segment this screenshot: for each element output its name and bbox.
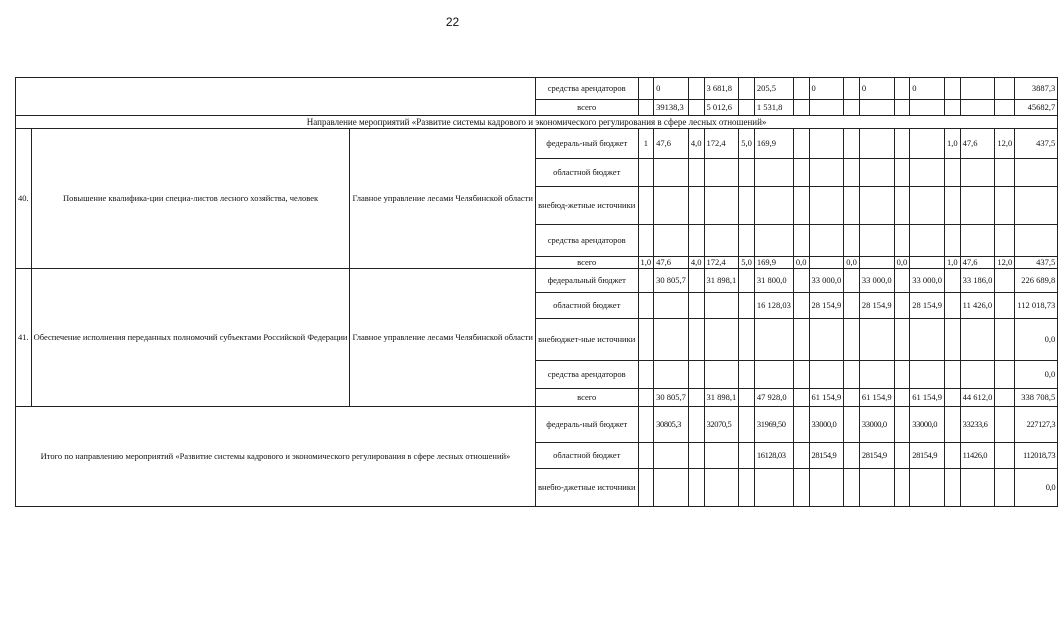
value-cell	[945, 269, 961, 293]
value-cell	[844, 187, 860, 225]
value-cell	[894, 100, 910, 116]
value-cell	[960, 225, 995, 257]
value-cell	[739, 407, 755, 443]
value-cell: 11 426,0	[960, 293, 995, 319]
item-name: Обеспечение исполнения переданных полномочий субъектами Российской Федерации	[31, 269, 350, 407]
value-cell: 0	[809, 78, 844, 100]
value-cell	[960, 361, 995, 389]
value-cell	[739, 361, 755, 389]
value-cell	[654, 443, 689, 469]
table-row	[16, 269, 1058, 293]
value-cell: 39138,3	[654, 100, 689, 116]
value-cell	[688, 361, 704, 389]
item-number: 41.	[16, 269, 32, 407]
value-cell	[910, 361, 945, 389]
value-cell: 5,0	[739, 257, 755, 269]
value-cell: 30805,3	[654, 407, 689, 443]
value-cell	[704, 443, 739, 469]
value-cell	[995, 78, 1015, 100]
value-cell	[995, 187, 1015, 225]
value-cell	[945, 187, 961, 225]
value-cell: 0,0	[1015, 361, 1058, 389]
value-cell	[894, 361, 910, 389]
value-cell: 338 708,5	[1015, 389, 1058, 407]
value-cell	[1015, 187, 1058, 225]
value-cell	[704, 225, 739, 257]
value-cell: 30 805,7	[654, 389, 689, 407]
value-cell: 33 186,0	[960, 269, 995, 293]
table-row	[16, 407, 1058, 443]
value-cell	[1015, 159, 1058, 187]
value-cell	[704, 159, 739, 187]
table-row	[16, 116, 1058, 129]
value-cell	[894, 269, 910, 293]
value-cell	[859, 159, 894, 187]
value-cell	[945, 319, 961, 361]
value-cell: 28154,9	[809, 443, 844, 469]
value-cell	[739, 187, 755, 225]
value-cell	[688, 269, 704, 293]
value-cell	[638, 361, 654, 389]
value-cell	[638, 293, 654, 319]
value-cell: 437,5	[1015, 129, 1058, 159]
value-cell	[654, 159, 689, 187]
value-cell	[859, 319, 894, 361]
value-cell	[793, 319, 809, 361]
value-cell	[995, 319, 1015, 361]
value-cell: 47,6	[654, 129, 689, 159]
value-cell: 28154,9	[859, 443, 894, 469]
value-cell	[844, 159, 860, 187]
value-cell	[995, 389, 1015, 407]
value-cell	[688, 187, 704, 225]
value-cell	[793, 389, 809, 407]
value-cell	[859, 225, 894, 257]
value-cell: 4,0	[688, 129, 704, 159]
value-cell	[739, 159, 755, 187]
value-cell	[754, 319, 793, 361]
value-cell	[793, 469, 809, 507]
value-cell	[910, 100, 945, 116]
value-cell	[688, 407, 704, 443]
value-cell	[844, 100, 860, 116]
value-cell: 47,6	[960, 257, 995, 269]
value-cell	[688, 225, 704, 257]
value-cell	[960, 187, 995, 225]
value-cell	[809, 225, 844, 257]
funding-source: областной бюджет	[535, 293, 638, 319]
value-cell	[844, 319, 860, 361]
value-cell	[754, 187, 793, 225]
value-cell	[960, 319, 995, 361]
value-cell: 0,0	[1015, 469, 1058, 507]
value-cell	[704, 469, 739, 507]
value-cell	[1015, 225, 1058, 257]
value-cell	[739, 269, 755, 293]
value-cell	[638, 319, 654, 361]
value-cell: 0	[654, 78, 689, 100]
value-cell: 205,5	[754, 78, 793, 100]
value-cell: 5 012,6	[704, 100, 739, 116]
value-cell: 31 898,1	[704, 269, 739, 293]
value-cell	[844, 361, 860, 389]
value-cell	[995, 159, 1015, 187]
value-cell	[793, 443, 809, 469]
value-cell	[654, 469, 689, 507]
value-cell: 31 898,1	[704, 389, 739, 407]
value-cell	[859, 361, 894, 389]
value-cell	[704, 187, 739, 225]
value-cell: 31969,50	[754, 407, 793, 443]
value-cell	[809, 187, 844, 225]
value-cell	[995, 361, 1015, 389]
value-cell	[638, 187, 654, 225]
value-cell: 1,0	[945, 257, 961, 269]
value-cell	[844, 407, 860, 443]
value-cell	[793, 129, 809, 159]
value-cell	[638, 159, 654, 187]
funding-source: средства арендаторов	[535, 361, 638, 389]
table-row	[16, 129, 1058, 159]
value-cell	[809, 159, 844, 187]
value-cell	[654, 361, 689, 389]
value-cell	[739, 319, 755, 361]
value-cell	[793, 269, 809, 293]
value-cell: 28 154,9	[809, 293, 844, 319]
funding-source: внебюд-жетные источники	[535, 187, 638, 225]
value-cell	[995, 100, 1015, 116]
value-cell	[910, 187, 945, 225]
funding-source: всего	[535, 257, 638, 269]
value-cell	[638, 225, 654, 257]
value-cell	[739, 469, 755, 507]
value-cell: 0,0	[844, 257, 860, 269]
value-cell: 12,0	[995, 257, 1015, 269]
value-cell	[894, 319, 910, 361]
value-cell	[960, 159, 995, 187]
value-cell: 61 154,9	[859, 389, 894, 407]
value-cell: 32070,5	[704, 407, 739, 443]
value-cell: 1 531,8	[754, 100, 793, 116]
value-cell: 226 689,8	[1015, 269, 1058, 293]
value-cell	[739, 389, 755, 407]
value-cell	[809, 319, 844, 361]
value-cell	[688, 159, 704, 187]
budget-table	[15, 77, 1058, 507]
value-cell	[739, 78, 755, 100]
value-cell	[754, 225, 793, 257]
value-cell	[910, 469, 945, 507]
value-cell	[859, 100, 894, 116]
value-cell	[894, 187, 910, 225]
value-cell	[960, 469, 995, 507]
value-cell	[688, 389, 704, 407]
funding-source: областной бюджет	[535, 443, 638, 469]
value-cell	[793, 187, 809, 225]
continued-blank	[16, 78, 536, 116]
value-cell: 3887,3	[1015, 78, 1058, 100]
funding-source: всего	[535, 100, 638, 116]
value-cell	[688, 100, 704, 116]
value-cell	[688, 443, 704, 469]
value-cell	[859, 129, 894, 159]
value-cell	[754, 159, 793, 187]
funding-source: средства арендаторов	[535, 225, 638, 257]
value-cell	[844, 293, 860, 319]
value-cell	[910, 225, 945, 257]
value-cell	[894, 159, 910, 187]
value-cell	[793, 78, 809, 100]
value-cell: 112018,73	[1015, 443, 1058, 469]
value-cell: 33000,0	[859, 407, 894, 443]
value-cell: 44 612,0	[960, 389, 995, 407]
value-cell	[995, 443, 1015, 469]
value-cell	[638, 443, 654, 469]
value-cell	[960, 100, 995, 116]
value-cell	[995, 469, 1015, 507]
value-cell	[945, 293, 961, 319]
value-cell	[793, 361, 809, 389]
value-cell: 28 154,9	[910, 293, 945, 319]
value-cell	[638, 100, 654, 116]
value-cell: 0,0	[894, 257, 910, 269]
funding-source: областной бюджет	[535, 159, 638, 187]
value-cell	[654, 187, 689, 225]
value-cell	[793, 407, 809, 443]
value-cell	[688, 319, 704, 361]
item-number: 40.	[16, 129, 32, 269]
value-cell: 112 018,73	[1015, 293, 1058, 319]
value-cell: 0,0	[1015, 319, 1058, 361]
value-cell	[859, 257, 894, 269]
value-cell: 33000,0	[809, 407, 844, 443]
value-cell	[894, 443, 910, 469]
item-executor: Главное управление лесами Челябинской области	[350, 269, 535, 407]
value-cell: 1,0	[638, 257, 654, 269]
value-cell	[638, 78, 654, 100]
value-cell	[704, 319, 739, 361]
value-cell	[844, 469, 860, 507]
value-cell: 33233,6	[960, 407, 995, 443]
value-cell	[793, 293, 809, 319]
value-cell	[894, 407, 910, 443]
value-cell: 4,0	[688, 257, 704, 269]
value-cell: 61 154,9	[809, 389, 844, 407]
value-cell: 0	[910, 78, 945, 100]
value-cell	[638, 469, 654, 507]
value-cell	[945, 389, 961, 407]
section-heading: Направление мероприятий «Развитие системы кадрового и экономического регулирования в сфере лесных отношений»	[16, 116, 1058, 129]
value-cell: 28154,9	[910, 443, 945, 469]
value-cell: 16128,03	[754, 443, 793, 469]
value-cell	[704, 361, 739, 389]
value-cell: 11426,0	[960, 443, 995, 469]
value-cell: 1	[638, 129, 654, 159]
value-cell	[859, 469, 894, 507]
value-cell	[910, 129, 945, 159]
value-cell: 33 000,0	[809, 269, 844, 293]
value-cell	[995, 269, 1015, 293]
value-cell	[995, 225, 1015, 257]
value-cell	[638, 269, 654, 293]
value-cell: 33 000,0	[859, 269, 894, 293]
item-executor: Главное управление лесами Челябинской области	[350, 129, 535, 269]
value-cell	[945, 469, 961, 507]
value-cell	[654, 319, 689, 361]
value-cell	[739, 100, 755, 116]
value-cell	[844, 78, 860, 100]
value-cell: 169,9	[754, 129, 793, 159]
value-cell	[960, 78, 995, 100]
value-cell	[995, 293, 1015, 319]
value-cell	[754, 361, 793, 389]
value-cell: 33 000,0	[910, 269, 945, 293]
value-cell: 61 154,9	[910, 389, 945, 407]
value-cell: 0,0	[793, 257, 809, 269]
value-cell	[809, 100, 844, 116]
total-label: Итого по направлению мероприятий «Развитие системы кадрового и экономического регулирования в сфере лесных отношений»	[16, 407, 536, 507]
value-cell	[793, 225, 809, 257]
value-cell: 30 805,7	[654, 269, 689, 293]
value-cell	[844, 129, 860, 159]
value-cell	[688, 293, 704, 319]
value-cell: 47 928,0	[754, 389, 793, 407]
value-cell	[739, 293, 755, 319]
value-cell	[688, 469, 704, 507]
value-cell	[809, 257, 844, 269]
value-cell	[809, 469, 844, 507]
value-cell: 12,0	[995, 129, 1015, 159]
value-cell	[638, 389, 654, 407]
value-cell: 1,0	[945, 129, 961, 159]
value-cell	[859, 187, 894, 225]
value-cell	[809, 129, 844, 159]
value-cell	[945, 100, 961, 116]
value-cell: 0	[859, 78, 894, 100]
funding-source: внебюджет-ные источники	[535, 319, 638, 361]
value-cell	[945, 407, 961, 443]
page-number: 22	[445, 15, 460, 29]
value-cell	[945, 443, 961, 469]
value-cell	[844, 389, 860, 407]
value-cell: 47,6	[654, 257, 689, 269]
value-cell	[894, 469, 910, 507]
value-cell	[844, 269, 860, 293]
item-name: Повышение квалифика-ции специа-листов лесного хозяйства, человек	[31, 129, 350, 269]
value-cell: 31 800,0	[754, 269, 793, 293]
value-cell	[995, 407, 1015, 443]
value-cell: 437,5	[1015, 257, 1058, 269]
value-cell	[945, 361, 961, 389]
value-cell	[894, 129, 910, 159]
funding-source: всего	[535, 389, 638, 407]
funding-source: федеральный бюджет	[535, 269, 638, 293]
value-cell: 28 154,9	[859, 293, 894, 319]
funding-source: внебю-джетные источники	[535, 469, 638, 507]
value-cell: 172,4	[704, 129, 739, 159]
funding-source: федераль-ный бюджет	[535, 129, 638, 159]
value-cell: 33000,0	[910, 407, 945, 443]
value-cell	[638, 407, 654, 443]
value-cell	[754, 469, 793, 507]
value-cell: 16 128,03	[754, 293, 793, 319]
value-cell: 169,9	[754, 257, 793, 269]
value-cell	[894, 293, 910, 319]
value-cell	[945, 78, 961, 100]
table-row	[16, 78, 1058, 100]
value-cell	[910, 319, 945, 361]
value-cell	[654, 293, 689, 319]
value-cell	[894, 225, 910, 257]
value-cell: 5,0	[739, 129, 755, 159]
funding-source: средства арендаторов	[535, 78, 638, 100]
value-cell	[793, 100, 809, 116]
value-cell: 3 681,8	[704, 78, 739, 100]
value-cell	[910, 257, 945, 269]
value-cell	[704, 293, 739, 319]
value-cell: 45682,7	[1015, 100, 1058, 116]
value-cell	[894, 389, 910, 407]
funding-source: федераль-ный бюджет	[535, 407, 638, 443]
value-cell	[844, 443, 860, 469]
value-cell	[688, 78, 704, 100]
value-cell	[945, 159, 961, 187]
value-cell	[809, 361, 844, 389]
value-cell	[739, 443, 755, 469]
value-cell: 47,6	[960, 129, 995, 159]
value-cell: 172,4	[704, 257, 739, 269]
value-cell	[654, 225, 689, 257]
value-cell	[945, 225, 961, 257]
value-cell	[739, 225, 755, 257]
value-cell	[910, 159, 945, 187]
value-cell	[793, 159, 809, 187]
value-cell	[844, 225, 860, 257]
value-cell	[894, 78, 910, 100]
value-cell: 227127,3	[1015, 407, 1058, 443]
